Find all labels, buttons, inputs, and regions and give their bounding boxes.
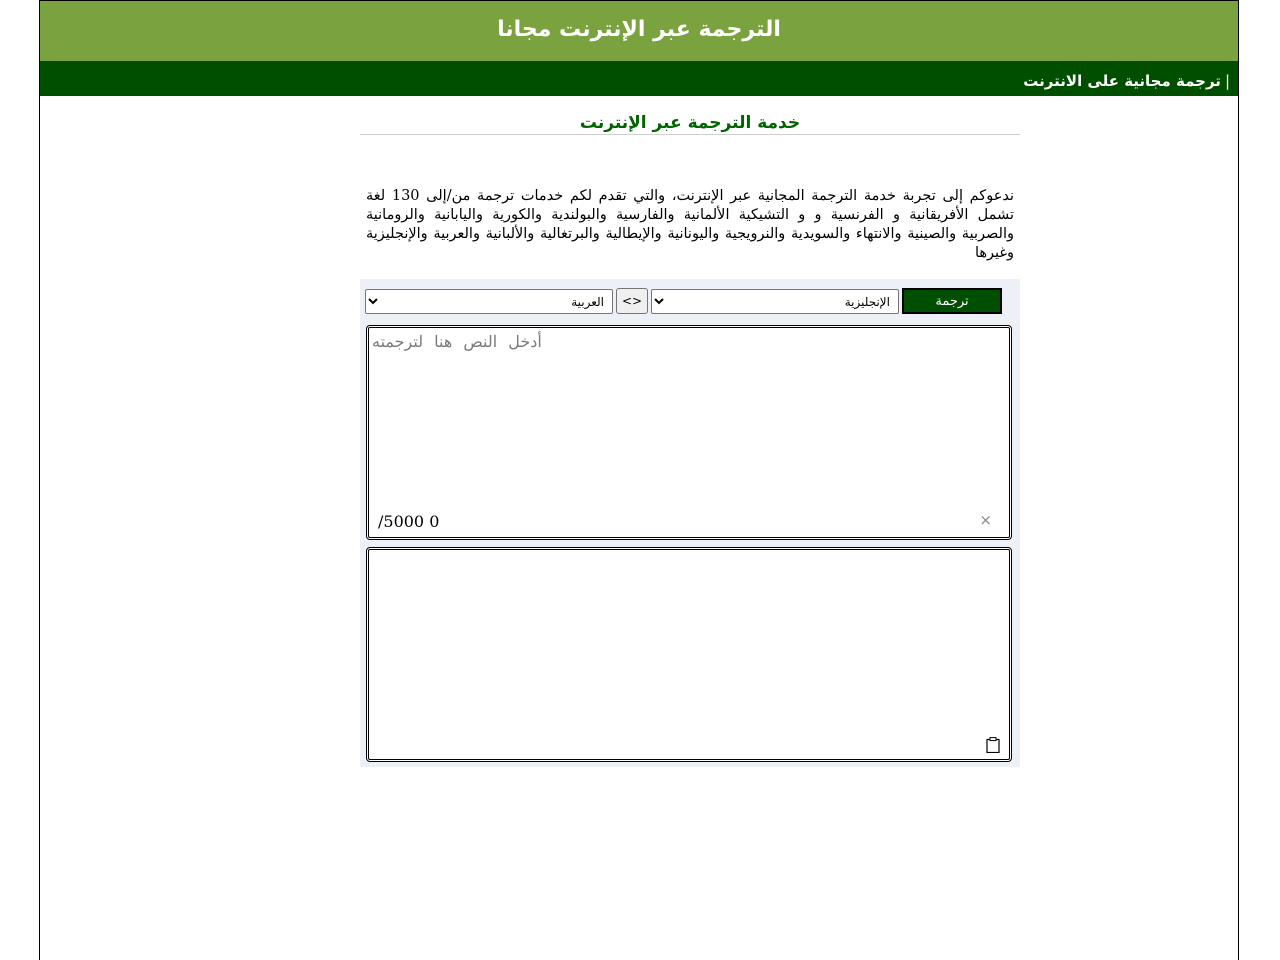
target-language-select[interactable] (651, 289, 899, 314)
nav-separator: | (1224, 72, 1230, 90)
translator-controls (365, 288, 1015, 316)
translator-panel (360, 279, 1020, 767)
page (39, 0, 1239, 960)
site-title: الترجمة عبر الإنترنت مجانا (497, 17, 781, 42)
char-limit: /5000 (378, 512, 425, 531)
source-language-select[interactable] (365, 289, 613, 314)
section-title: خدمة الترجمة عبر الإنترنت (360, 107, 1020, 135)
swap-languages-button[interactable]: <> (616, 288, 648, 314)
main-content (360, 107, 1020, 767)
copy-clipboard-icon[interactable] (986, 737, 1000, 753)
site-header (40, 1, 1238, 61)
translation-output-box (366, 547, 1012, 762)
clear-icon[interactable]: × (979, 511, 992, 529)
source-text-input[interactable] (369, 328, 1009, 498)
intro-paragraph: ندعوكم إلى تجربة خدمة الترجمة المجانية عبر الإنترنت، والتي تقدم لكم خدمات ترجمة من/إلى 130 لغة تشمل الأفريقانية و الفرنسية و و التشيكية الألمانية والفارسية والبولندية والكورية واليابانية والرومانية والصربية والصينية والانتهاء والسويدية والنرويجية واليونانية والإيطالية والبرتغالية والألبانية والعربية والإنجليزية وغيرها (366, 188, 1014, 261)
nav-link-free-translation[interactable]: ترجمة مجانية على الانترنت (1023, 72, 1221, 90)
translate-button[interactable]: ترجمة (902, 288, 1002, 314)
char-count: 0 (429, 512, 440, 531)
source-text-box (366, 325, 1012, 540)
char-counter (378, 512, 439, 531)
nav-bar (40, 61, 1238, 96)
